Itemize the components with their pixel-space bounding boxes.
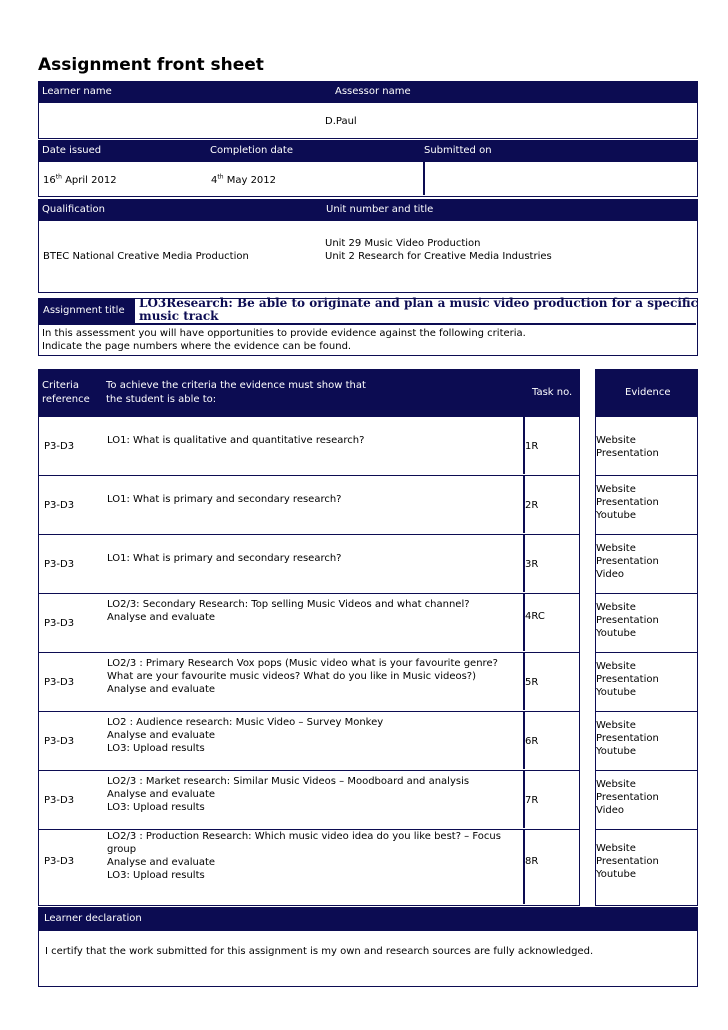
dates-header <box>38 140 698 162</box>
evidence-item: Youtube <box>596 510 636 521</box>
table-row <box>38 770 580 830</box>
evidence-item: Presentation <box>596 856 659 867</box>
assignment-intro-line-2: Indicate the page numbers where the evidence can be found. <box>42 341 352 352</box>
table-row <box>38 829 580 906</box>
evidence-item: Presentation <box>596 792 659 803</box>
criteria-description-line: LO2/3 : Primary Research Vox pops (Music video what is your favourite genre? <box>107 658 498 669</box>
task-no: 8R <box>525 856 539 867</box>
evidence-item: Youtube <box>596 869 636 880</box>
criteria-ref: P3-D3 <box>44 618 75 629</box>
criteria-description-line: Analyse and evaluate <box>107 684 216 695</box>
task-no: 1R <box>525 441 539 452</box>
task-no: 3R <box>525 559 539 570</box>
evidence-item: Website <box>596 843 636 854</box>
criteria-description-line: LO1: What is primary and secondary research? <box>107 494 342 505</box>
date-issued-label: Date issued <box>42 145 102 156</box>
assessor-name-value: D.Paul <box>325 116 357 127</box>
evidence-col-header-cell <box>595 369 698 416</box>
achieve-col-line-1: To achieve the criteria the evidence must show that <box>106 380 366 391</box>
evidence-item: Website <box>596 435 636 446</box>
criteria-table-header <box>38 369 580 416</box>
assessor-name-label: Assessor name <box>335 86 411 97</box>
evidence-item: Presentation <box>596 733 659 744</box>
criteria-description-line: LO2/3 : Market research: Similar Music Videos – Moodboard and analysis <box>107 776 470 787</box>
table-row <box>38 534 580 594</box>
evidence-item: Website <box>596 720 636 731</box>
table-row <box>38 593 580 653</box>
assignment-title-line-1: LO3Research: Be able to originate and plan a music video production for a specific <box>139 296 698 310</box>
criteria-ref: P3-D3 <box>44 736 75 747</box>
criteria-description-line: Analyse and evaluate <box>107 789 216 800</box>
unit-label: Unit number and title <box>326 204 434 215</box>
evidence-item: Presentation <box>596 615 659 626</box>
qualification-header <box>38 199 698 221</box>
declaration-label: Learner declaration <box>44 913 142 924</box>
evidence-item: Video <box>596 805 625 816</box>
criteria-description-line: Analyse and evaluate <box>107 612 216 623</box>
criteria-description-line: Analyse and evaluate <box>107 730 216 741</box>
table-row <box>38 475 580 535</box>
criteria-col-line-2: reference <box>42 394 90 405</box>
criteria-description-line: LO2/3: Secondary Research: Top selling Music Videos and what channel? <box>107 599 470 610</box>
criteria-description-line: LO2 : Audience research: Music Video – Survey Monkey <box>107 717 384 728</box>
date-issued-value: 16th April 2012 <box>43 173 117 186</box>
criteria-ref: P3-D3 <box>44 559 75 570</box>
evidence-item: Presentation <box>596 497 659 508</box>
criteria-ref: P3-D3 <box>44 677 75 688</box>
unit-line-1: Unit 29 Music Video Production <box>325 238 481 249</box>
evidence-item: Website <box>596 661 636 672</box>
evidence-item: Video <box>596 569 625 580</box>
achieve-col-line-2: the student is able to: <box>106 394 217 405</box>
criteria-description-line: LO3: Upload results <box>107 870 205 881</box>
dates-values <box>38 162 698 197</box>
criteria-ref: P3-D3 <box>44 795 75 806</box>
assignment-title-line-2: music track <box>139 309 219 323</box>
evidence-item: Website <box>596 602 636 613</box>
criteria-description-line: LO2/3 : Production Research: Which music video idea do you like best? – Focus <box>107 831 501 842</box>
assignment-divider <box>39 323 696 325</box>
evidence-cell <box>595 593 698 653</box>
task-no: 6R <box>525 736 539 747</box>
evidence-item: Website <box>596 779 636 790</box>
completion-date-label: Completion date <box>210 145 294 156</box>
assignment-title-label: Assignment title <box>43 305 125 316</box>
evidence-cell <box>595 475 698 535</box>
task-no: 5R <box>525 677 539 688</box>
table-row <box>38 416 580 476</box>
submitted-on-label: Submitted on <box>424 145 492 156</box>
dates-divider <box>423 162 425 195</box>
criteria-ref: P3-D3 <box>44 856 75 867</box>
learner-assessor-header <box>38 81 698 103</box>
qualification-value: BTEC National Creative Media Production <box>43 251 249 262</box>
assignment-intro-line-1: In this assessment you will have opportunities to provide evidence against the following criteria. <box>42 328 526 339</box>
task-no: 7R <box>525 795 539 806</box>
criteria-description-line: LO1: What is primary and secondary research? <box>107 553 342 564</box>
declaration-header <box>38 907 698 931</box>
criteria-description-line: Analyse and evaluate <box>107 857 216 868</box>
assignment-box <box>38 298 698 356</box>
learner-name-label: Learner name <box>42 86 112 97</box>
qualification-values <box>38 221 698 293</box>
table-row <box>38 652 580 712</box>
declaration-box <box>38 931 698 987</box>
criteria-ref: P3-D3 <box>44 500 75 511</box>
declaration-text: I certify that the work submitted for this assignment is my own and research sources are fully acknowledged. <box>45 946 594 957</box>
learner-assessor-values <box>38 103 698 139</box>
evidence-item: Website <box>596 543 636 554</box>
evidence-cell <box>595 711 698 771</box>
evidence-cell <box>595 652 698 712</box>
criteria-description-line: What are your favourite music videos? What do you like in Music videos?) <box>107 671 477 682</box>
qualification-label: Qualification <box>42 204 105 215</box>
criteria-description-line: LO1: What is qualitative and quantitative research? <box>107 435 365 446</box>
unit-line-2: Unit 2 Research for Creative Media Industries <box>325 251 552 262</box>
criteria-description-line: LO3: Upload results <box>107 743 205 754</box>
criteria-col-line-1: Criteria <box>42 380 79 391</box>
evidence-col-header: Evidence <box>625 387 671 398</box>
page-title: Assignment front sheet <box>38 55 264 75</box>
evidence-item: Presentation <box>596 674 659 685</box>
evidence-item: Website <box>596 484 636 495</box>
completion-date-value: 4th May 2012 <box>211 173 277 186</box>
evidence-cell <box>595 416 698 476</box>
evidence-cell <box>595 534 698 594</box>
evidence-item: Youtube <box>596 628 636 639</box>
assignment-title-label-cell <box>39 299 135 323</box>
evidence-item: Presentation <box>596 448 659 459</box>
evidence-item: Youtube <box>596 687 636 698</box>
evidence-item: Presentation <box>596 556 659 567</box>
table-row <box>38 711 580 771</box>
learner-name-field[interactable] <box>43 115 323 129</box>
submitted-on-field[interactable] <box>429 174 689 188</box>
task-col-header: Task no. <box>532 387 573 398</box>
criteria-description-line: LO3: Upload results <box>107 802 205 813</box>
task-no: 2R <box>525 500 539 511</box>
criteria-ref: P3-D3 <box>44 441 75 452</box>
task-no: 4RC <box>525 611 545 622</box>
evidence-item: Youtube <box>596 746 636 757</box>
evidence-cell <box>595 770 698 830</box>
evidence-cell <box>595 829 698 906</box>
criteria-description-line: group <box>107 844 137 855</box>
